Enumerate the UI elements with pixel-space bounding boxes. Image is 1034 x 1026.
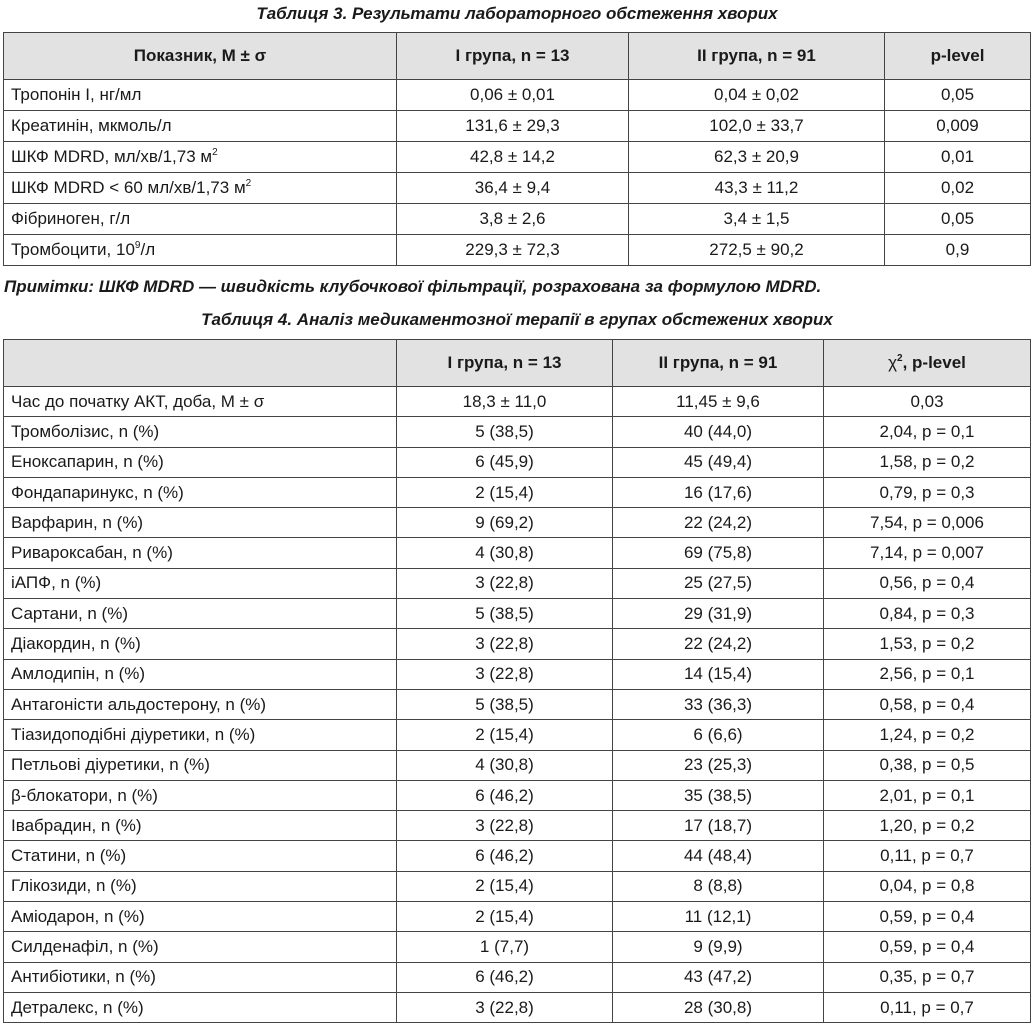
lab-results-table — [3, 32, 1031, 266]
cell-chi2-p-level: 0,11, p = 0,7 — [824, 841, 1031, 871]
table-row — [4, 477, 1031, 507]
cell-group2: 43 (47,2) — [613, 962, 824, 992]
cell-group2: 43,3 ± 11,2 — [629, 173, 885, 204]
cell-group1: 3 (22,8) — [397, 659, 613, 689]
row-label: Петльові діуретики, n (%) — [4, 750, 397, 780]
cell-group1: 5 (38,5) — [397, 689, 613, 719]
table-header-row — [4, 340, 1031, 387]
cell-group1: 6 (46,2) — [397, 962, 613, 992]
cell-chi2-p-level: 1,53, p = 0,2 — [824, 629, 1031, 659]
cell-chi2-p-level: 2,56, p = 0,1 — [824, 659, 1031, 689]
cell-group2: 11,45 ± 9,6 — [613, 387, 824, 417]
cell-group2: 3,4 ± 1,5 — [629, 204, 885, 235]
cell-group1: 2 (15,4) — [397, 477, 613, 507]
row-label: β-блокатори, n (%) — [4, 780, 397, 810]
cell-chi2-p-level: 0,59, p = 0,4 — [824, 902, 1031, 932]
table-row — [4, 142, 1031, 173]
table-row — [4, 204, 1031, 235]
cell-group1: 3 (22,8) — [397, 811, 613, 841]
cell-group1: 4 (30,8) — [397, 750, 613, 780]
cell-group1: 42,8 ± 14,2 — [397, 142, 629, 173]
row-label: Детралекс, n (%) — [4, 992, 397, 1022]
cell-group2: 17 (18,7) — [613, 811, 824, 841]
cell-group2: 11 (12,1) — [613, 902, 824, 932]
cell-group2: 16 (17,6) — [613, 477, 824, 507]
table-row — [4, 932, 1031, 962]
table-row — [4, 80, 1031, 111]
row-label: Статини, n (%) — [4, 841, 397, 871]
cell-group1: 229,3 ± 72,3 — [397, 235, 629, 266]
table-row — [4, 111, 1031, 142]
cell-group1: 3 (22,8) — [397, 629, 613, 659]
p-level-text: , p-level — [902, 353, 966, 372]
row-label — [4, 111, 397, 142]
table-row — [4, 599, 1031, 629]
row-label — [4, 173, 397, 204]
cell-group2: 45 (49,4) — [613, 447, 824, 477]
table-row — [4, 841, 1031, 871]
cell-group1: 2 (15,4) — [397, 902, 613, 932]
cell-chi2-p-level: 2,04, p = 0,1 — [824, 417, 1031, 447]
cell-group1: 18,3 ± 11,0 — [397, 387, 613, 417]
row-label-text: Тромбоцити, 10 — [11, 240, 135, 259]
cell-group1: 0,06 ± 0,01 — [397, 80, 629, 111]
cell-p-level: 0,02 — [885, 173, 1031, 204]
table-row — [4, 962, 1031, 992]
table-row — [4, 447, 1031, 477]
cell-group2: 8 (8,8) — [613, 871, 824, 901]
cell-group1: 6 (46,2) — [397, 780, 613, 810]
table-row — [4, 629, 1031, 659]
cell-group1: 1 (7,7) — [397, 932, 613, 962]
row-label-text: Тропонін І, нг/мл — [11, 85, 142, 104]
table-row — [4, 387, 1031, 417]
row-label: Івабрадин, n (%) — [4, 811, 397, 841]
table-row — [4, 568, 1031, 598]
table-row — [4, 538, 1031, 568]
cell-chi2-p-level: 0,11, p = 0,7 — [824, 992, 1031, 1022]
row-label-text: Креатинін, мкмоль/л — [11, 116, 172, 135]
cell-group1: 2 (15,4) — [397, 720, 613, 750]
row-label-superscript: 9 — [134, 240, 141, 251]
table-row — [4, 750, 1031, 780]
cell-group1: 5 (38,5) — [397, 599, 613, 629]
cell-group2: 22 (24,2) — [613, 508, 824, 538]
cell-group2: 22 (24,2) — [613, 629, 824, 659]
row-label — [4, 80, 397, 111]
cell-p-level: 0,009 — [885, 111, 1031, 142]
cell-p-level: 0,9 — [885, 235, 1031, 266]
cell-chi2-p-level: 7,14, p = 0,007 — [824, 538, 1031, 568]
row-label: Антибіотики, n (%) — [4, 962, 397, 992]
cell-chi2-p-level: 0,56, p = 0,4 — [824, 568, 1031, 598]
cell-group1: 4 (30,8) — [397, 538, 613, 568]
cell-group2: 25 (27,5) — [613, 568, 824, 598]
column-header-group2: ІІ група, n = 91 — [629, 33, 885, 80]
row-label-text: ШКФ MDRD < 60 мл/хв/1,73 м — [11, 178, 246, 197]
cell-chi2-p-level: 1,58, p = 0,2 — [824, 447, 1031, 477]
cell-group1: 131,6 ± 29,3 — [397, 111, 629, 142]
table-row — [4, 871, 1031, 901]
cell-group2: 33 (36,3) — [613, 689, 824, 719]
cell-group2: 272,5 ± 90,2 — [629, 235, 885, 266]
row-label — [4, 142, 397, 173]
table-row — [4, 235, 1031, 266]
table-row — [4, 508, 1031, 538]
cell-group2: 102,0 ± 33,7 — [629, 111, 885, 142]
cell-group2: 0,04 ± 0,02 — [629, 80, 885, 111]
cell-group1: 2 (15,4) — [397, 871, 613, 901]
table-row — [4, 173, 1031, 204]
cell-group2: 35 (38,5) — [613, 780, 824, 810]
cell-group2: 9 (9,9) — [613, 932, 824, 962]
cell-group2: 29 (31,9) — [613, 599, 824, 629]
drug-therapy-table — [3, 339, 1031, 1023]
table-row — [4, 992, 1031, 1022]
cell-chi2-p-level: 0,35, p = 0,7 — [824, 962, 1031, 992]
row-label-text: ШКФ MDRD, мл/хв/1,73 м — [11, 147, 213, 166]
cell-group1: 3 (22,8) — [397, 568, 613, 598]
table-row — [4, 902, 1031, 932]
table-row — [4, 780, 1031, 810]
row-label-superscript: 2 — [212, 147, 218, 158]
cell-group2: 23 (25,3) — [613, 750, 824, 780]
row-label — [4, 235, 397, 266]
cell-chi2-p-level: 0,38, p = 0,5 — [824, 750, 1031, 780]
column-header-indicator — [4, 340, 397, 387]
row-label: Тромболізис, n (%) — [4, 417, 397, 447]
cell-chi2-p-level: 7,54, p = 0,006 — [824, 508, 1031, 538]
cell-group1: 36,4 ± 9,4 — [397, 173, 629, 204]
cell-group1: 6 (45,9) — [397, 447, 613, 477]
row-label: Сартани, n (%) — [4, 599, 397, 629]
column-header-indicator: Показник, М ± σ — [4, 33, 397, 80]
cell-p-level: 0,05 — [885, 80, 1031, 111]
row-label: Діакордин, n (%) — [4, 629, 397, 659]
chi-symbol: χ — [888, 353, 898, 372]
column-header-chi2-p-level — [824, 340, 1031, 387]
cell-group1: 6 (46,2) — [397, 841, 613, 871]
cell-group2: 6 (6,6) — [613, 720, 824, 750]
row-label: Тіазидоподібні діуретики, n (%) — [4, 720, 397, 750]
cell-p-level: 0,01 — [885, 142, 1031, 173]
cell-group2: 62,3 ± 20,9 — [629, 142, 885, 173]
row-label: іАПФ, n (%) — [4, 568, 397, 598]
row-label: Фондапаринукс, n (%) — [4, 477, 397, 507]
cell-chi2-p-level: 1,20, p = 0,2 — [824, 811, 1031, 841]
cell-group1: 9 (69,2) — [397, 508, 613, 538]
cell-group2: 40 (44,0) — [613, 417, 824, 447]
table3-caption: Таблиця 3. Результати лабораторного обстеження хворих — [256, 4, 778, 23]
row-label: Аміодарон, n (%) — [4, 902, 397, 932]
table-row — [4, 417, 1031, 447]
column-header-group2: ІІ група, n = 91 — [613, 340, 824, 387]
row-label: Амлодипін, n (%) — [4, 659, 397, 689]
cell-group1: 3,8 ± 2,6 — [397, 204, 629, 235]
cell-chi2-p-level: 2,01, p = 0,1 — [824, 780, 1031, 810]
table-row — [4, 689, 1031, 719]
table-row — [4, 811, 1031, 841]
cell-group2: 44 (48,4) — [613, 841, 824, 871]
cell-group2: 28 (30,8) — [613, 992, 824, 1022]
row-label-text: Фібриноген, г/л — [11, 209, 131, 228]
cell-chi2-p-level: 0,79, p = 0,3 — [824, 477, 1031, 507]
row-label: Силденафіл, n (%) — [4, 932, 397, 962]
cell-chi2-p-level: 0,59, p = 0,4 — [824, 932, 1031, 962]
table-row — [4, 720, 1031, 750]
table4-caption: Таблиця 4. Аналіз медикаментозної терапії в групах обстежених хворих — [201, 310, 833, 329]
cell-group2: 69 (75,8) — [613, 538, 824, 568]
row-label: Час до початку АКТ, доба, М ± σ — [4, 387, 397, 417]
row-label: Глікозиди, n (%) — [4, 871, 397, 901]
cell-chi2-p-level: 0,84, p = 0,3 — [824, 599, 1031, 629]
table-header-row — [4, 33, 1031, 80]
cell-group1: 5 (38,5) — [397, 417, 613, 447]
cell-p-level: 0,05 — [885, 204, 1031, 235]
row-label-superscript: 2 — [245, 178, 252, 189]
cell-chi2-p-level: 1,24, p = 0,2 — [824, 720, 1031, 750]
cell-group2: 14 (15,4) — [613, 659, 824, 689]
row-label — [4, 204, 397, 235]
column-header-p-level: p-level — [885, 33, 1031, 80]
row-label: Антагоністи альдостерону, n (%) — [4, 689, 397, 719]
row-label-unit: /л — [140, 240, 156, 259]
table-row — [4, 659, 1031, 689]
cell-chi2-p-level: 0,03 — [824, 387, 1031, 417]
row-label: Ривароксабан, n (%) — [4, 538, 397, 568]
cell-chi2-p-level: 0,04, p = 0,8 — [824, 871, 1031, 901]
chi-superscript: 2 — [897, 353, 903, 364]
column-header-group1: І група, n = 13 — [397, 33, 629, 80]
row-label: Варфарин, n (%) — [4, 508, 397, 538]
table3-note: Примітки: ШКФ MDRD — швидкість клубочкової фільтрації, розрахована за формулою MDRD. — [4, 277, 822, 296]
cell-group1: 3 (22,8) — [397, 992, 613, 1022]
cell-chi2-p-level: 0,58, p = 0,4 — [824, 689, 1031, 719]
row-label: Еноксапарин, n (%) — [4, 447, 397, 477]
column-header-group1: І група, n = 13 — [397, 340, 613, 387]
